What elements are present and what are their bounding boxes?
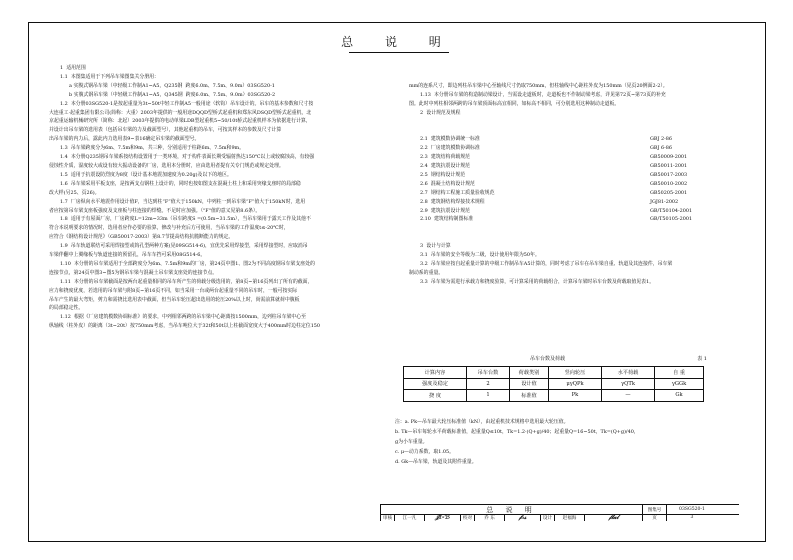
standard-name: 2.9 建筑抗震设计规范 <box>420 207 471 214</box>
title-block <box>380 504 739 521</box>
paragraph-line: 1.7 厂房纵向水平地震作用设计值F，当达到柱“F”值大于150kN，中列柱一到吊车梁“F”值大于150kN时，选用 <box>60 198 306 205</box>
standard-row <box>409 198 754 207</box>
paragraph-line: 1.1 本图集适用于下列吊车梁图集关分册用： <box>60 73 159 80</box>
standard-code: GBJ 2-86 <box>650 136 673 143</box>
standards-list <box>409 135 754 224</box>
left-column <box>49 64 397 331</box>
atlas-label: 图集号 <box>643 505 667 514</box>
standard-code: GB50011-2001 <box>650 162 688 169</box>
standard-row <box>409 144 754 153</box>
standard-name: 2.4 建筑抗震设计规范 <box>420 162 471 169</box>
table-cell: Pk <box>549 390 602 402</box>
paragraph-line: 1.11 本分册的吊车梁截面是按两台起重量相同的吊车所产生的荷载分级选用的，第8页~第16页列出了所有的截面， <box>60 278 313 285</box>
table-cell: 计算内容 <box>404 367 467 379</box>
table-cell: 挠 度 <box>404 390 467 402</box>
title-underline <box>349 52 449 53</box>
standard-code: GBJ 6-86 <box>650 145 673 152</box>
right-column <box>409 64 754 304</box>
table-title: 吊车台数及荷载 <box>530 356 566 362</box>
paragraph-line: 的局部稳定性。 <box>49 305 84 312</box>
paragraph-line: 3.2 吊车梁应按自起重量计算的中级工作制吊车A5计算的，同时考虑了吊车在吊车梁自重、轨道及其连接件，吊车梁 <box>420 260 673 267</box>
table-cell: γQTk <box>602 378 655 390</box>
table-header-row <box>404 367 704 379</box>
paragraph-line: 制动系的重量。 <box>409 269 444 276</box>
standard-row <box>409 153 754 162</box>
paragraph-line: mm的连系尺寸，即边列柱吊车梁中心至轴线尺寸仍取750mm，但柱轴线中心距柱外皮为150mm（见页20例面2-2）。 <box>409 82 668 89</box>
table-cell: 2 <box>467 378 510 390</box>
standard-code: GB50009-2001 <box>650 154 688 161</box>
page-number: 3 <box>690 515 694 520</box>
standard-code: GB/T50105-2001 <box>650 216 693 223</box>
table-notes <box>395 417 725 467</box>
standard-code: JGJ81-2002 <box>650 198 679 205</box>
table-cell: Gk <box>655 390 704 402</box>
note-line: g为小车重量。 <box>395 439 428 445</box>
table-cell: μγQPk <box>549 378 602 390</box>
design-label: 设计 <box>541 514 555 521</box>
paragraph-line: 1.6 吊车梁采用平板支座，是按两支点钢柱上设计的，同时也按如图支在混凝土柱上和采用突缘支座时的局部稳 <box>60 180 301 187</box>
standard-name: 2.2 厂房建筑模数协调标准 <box>420 145 480 152</box>
paragraph-line: 改大样(另25、页26)。 <box>49 189 100 196</box>
paragraph-line: 出吊车梁的内力后，露此内力选用表9~表16确定吊车梁的截面型号。 <box>49 136 200 143</box>
paragraph-line: 大连重工·起重集团有限公司(简称：大重）2003年提供的一般用途DQQD型桥式起重机和郑东风DSQD型桥式起重机，北 <box>49 109 312 116</box>
standard-row <box>409 207 754 216</box>
page-label: 页 <box>643 514 667 521</box>
paragraph-line: 1.3 吊车梁跨度分为6m、7.5m和9m，共三种，分别适用于柱距6m、7.5m和9m。 <box>60 145 245 152</box>
standard-name: 2.5 钢结构设计规范 <box>420 171 466 178</box>
standard-row <box>409 215 754 224</box>
table-cell: γGGk <box>655 378 704 390</box>
paragraph-line: 应符合《钢结构设计规范》（GB50017-2003）第8.7节提高结构抗脆断能力的规定。 <box>49 234 234 241</box>
paragraph-line: 2 设计规范及规程 <box>420 109 461 116</box>
load-table <box>403 366 704 402</box>
paragraph-line: 京起重运输机械研究所（简称：北起）2003年提供的电动单梁LDB型起重机5~50/10t桥式起重机样本为依据进行计算， <box>49 118 311 125</box>
standard-row <box>409 180 754 189</box>
table-row <box>404 390 704 402</box>
table-cell: 竖向轮压 <box>549 367 602 379</box>
table-cell: 水平荷载 <box>602 367 655 379</box>
page-title: 总 说 明 <box>341 35 455 49</box>
paragraph-line: 1.5 适用于抗震设防烈度为8度（设计基本地震加速度为0.20g)及以下的地区。 <box>60 171 232 178</box>
standard-code: GB/T50104-2001 <box>650 207 693 214</box>
note-line: c. μ—动力系数，取1.05。 <box>395 449 455 455</box>
table-cell: — <box>602 390 655 402</box>
paragraph-line: 符合本说明要求的情况时，选用者应作必要的验算，修改与补充后方可使用，当吊车梁的工作温度t≤-20℃时， <box>49 225 289 232</box>
standard-row <box>409 171 754 180</box>
paragraph-line: 者应按第吊车梁支座板强度及支座板与柱连接的焊缝。不足时应加强。（"F"值的意义见第8.6条）。 <box>49 207 261 214</box>
check-label: 校对 <box>461 514 475 521</box>
standard-code: GB50205-2001 <box>650 189 688 196</box>
paragraph-line: 并设计出吊车梁的选用表（包括吊车梁的力及截面型号），其他起重机的吊车，可按其样本的参数及尺寸计算 <box>49 127 282 134</box>
reviewer-signature: 𝒥ℓ-ℬ <box>425 514 461 521</box>
standard-name: 2.8 建筑钢结构焊接技术规程 <box>420 198 485 205</box>
standard-name: 2.3 建筑结构荷载规范 <box>420 154 471 161</box>
paragraph-line: 3 设计与计算 <box>420 243 451 250</box>
paragraph-line: 侵蚀性介质，湿度较大或设有较大振动设备的厂房，选用本分册时，应由选用者提有关专门规范或规定处理。 <box>49 162 284 169</box>
title-block-title: 总 说 明 <box>381 505 643 514</box>
table-cell: 强度及稳定 <box>404 378 467 390</box>
checker-signature: 𝒻ℴ𝓈 <box>505 514 541 521</box>
atlas-number: 03SG520-1 <box>679 507 705 512</box>
paragraph-line: 1.4 本分册Q235钢吊车梁系按结构设置用于一类环境，对于构件表面长期受辐射热达150℃以上或较腐蚀高，有较强 <box>60 154 315 161</box>
standard-name: 2.10 建筑结构制图标准 <box>420 216 474 223</box>
paragraph-line: b 实腹式钢吊车梁（中轻级工作制A1~A5，Q345钢 跨度6.0m、7.5m、9.0m）03SG520-2 <box>69 91 276 98</box>
paragraph-line: 1.8 适用于有屋面厂房，厂房跨度L=12m~33m（吊车跨度S =(0.5m~31.5m），当吊车梁用于露天工作及其他不 <box>60 216 311 223</box>
paragraph-line: 1.9 吊车轨道联结可采用焊接型或钩孔型两种方案(见09SG514-6)，宜优先采用焊接型，采用焊接型时，应取消吊 <box>60 243 308 250</box>
paragraph-line: 图。此时中列柱相邻两跨的吊车梁顶面标高宜相同，如标高不相同，可分别选用这种制动走道板。 <box>409 100 620 107</box>
paragraph-line: 纵轴线（柱外皮）的距离（3t~20t）按750mm考虑，当吊车吨位大于32t和50t以上柱截面宽度大于400mm时边柱定位150 <box>49 323 321 330</box>
standard-row <box>409 189 754 198</box>
standard-name: 2.6 混凝土结构设计规范 <box>420 180 475 187</box>
standard-name: 2.1 建筑模数协调统一标准 <box>420 136 480 143</box>
paragraph-line: 1.2 本分册03SG520-1是按起重量为3t~50t中轻工作制A5一般用途（软钩）吊车设计的。吊车的基本参数和尺寸按 <box>60 100 314 107</box>
paragraph-line: a 实腹式钢吊车梁（中轻级工作制A1~A5，Q235钢 跨度6.0m、7.5m、9.0m）03SG520-1 <box>69 82 275 89</box>
table-row <box>404 378 704 390</box>
title-block-row-2 <box>381 514 739 521</box>
table-label: 表 1 <box>697 356 707 362</box>
table-cell: 标准值 <box>510 390 549 402</box>
reviewer-name: 江一凡 <box>395 514 425 521</box>
table-cell: 自 重 <box>655 367 704 379</box>
table-cell: 1 <box>467 390 510 402</box>
note-line: d. Gk—吊车梁，轨道及其附件重量。 <box>395 459 477 465</box>
designer-signature: 𝒻𝓁𝒶𝓁 <box>585 514 643 521</box>
note-line: 注：a. Pk—吊车最大轮压标准值（kN），由起重机技术规格中选用最大轮压值。 <box>395 419 569 425</box>
paragraph-line: 3.1 吊车梁的安全等级为二级，设计使用年限为50年。 <box>420 252 540 259</box>
table-cell: 吊车台数 <box>467 367 510 379</box>
review-label: 审核 <box>381 514 395 521</box>
standard-row <box>409 162 754 171</box>
note-line: b. Tk—吊车每轮水平荷载标准值，起重量Q≤10t，Tk=1.2·(Q+g)/40；起重量Q=16~50t，Tk=(Q+g)/40， <box>395 429 639 435</box>
standard-code: GB50017-2003 <box>650 171 688 178</box>
paragraph-line: 3.3 吊车梁为需进行承载力和挠度验算，可计算采用的荷载组合，计算吊车梁时吊车台数及荷载取值见表1。 <box>420 278 655 285</box>
standard-code: GB50010-2002 <box>650 180 688 187</box>
paragraph-line: 连接节点，第24页中图3~图5为钢吊车梁与混凝土吊车梁支座处的连接节点。 <box>49 269 218 276</box>
checker-name: 乔 东 <box>475 514 505 521</box>
right-column-mid <box>409 242 754 287</box>
paragraph-line: 1.10 本分册的吊车梁适用于全部跨度分为6m、7.5m和9m的厂房，第24页中图1、图2为不同高度钢吊车梁支座处的 <box>60 260 315 267</box>
table-cell: 设计值 <box>510 378 549 390</box>
paragraph-line: 1.13 本分册吊车梁的构造制动梁设计，当需设走道板时，走道板也不作制动梁考虑，详见第72页~第73页的补充 <box>420 91 666 98</box>
right-column-top <box>409 82 754 118</box>
paragraph-line: 1 适用范围 <box>60 65 86 71</box>
paragraph-line: 吊车产生的最大弯矩，剪力和需挠比选用表中截面，但当吊车轮压超出选用的轮压20%以上时，尚需前算就荷中腹板 <box>49 296 300 303</box>
paragraph-line: 1.12 根据《厂房建筑模数协调标准》的要求，中列相邻两跨的吊车梁中心距离按1500mm，边列柱吊车梁中心至 <box>60 314 307 321</box>
paragraph-line: 车梁伴翻中上翼缘板与轨道连接的预留孔，吊车车挡可采用08G514-6。 <box>49 252 206 259</box>
paragraph-line: 应力和挠度优度，若选用的吊车梁与附8页~第16页不同，如当采用一台或两台起重量不同的吊车时，一般可按实际 <box>49 287 298 294</box>
standard-row <box>409 135 754 144</box>
table-cell: 荷载类别 <box>510 367 549 379</box>
standard-name: 2.7 钢结构工程施工质量验收规范 <box>420 189 495 196</box>
designer-name: 赵福海 <box>555 514 585 521</box>
